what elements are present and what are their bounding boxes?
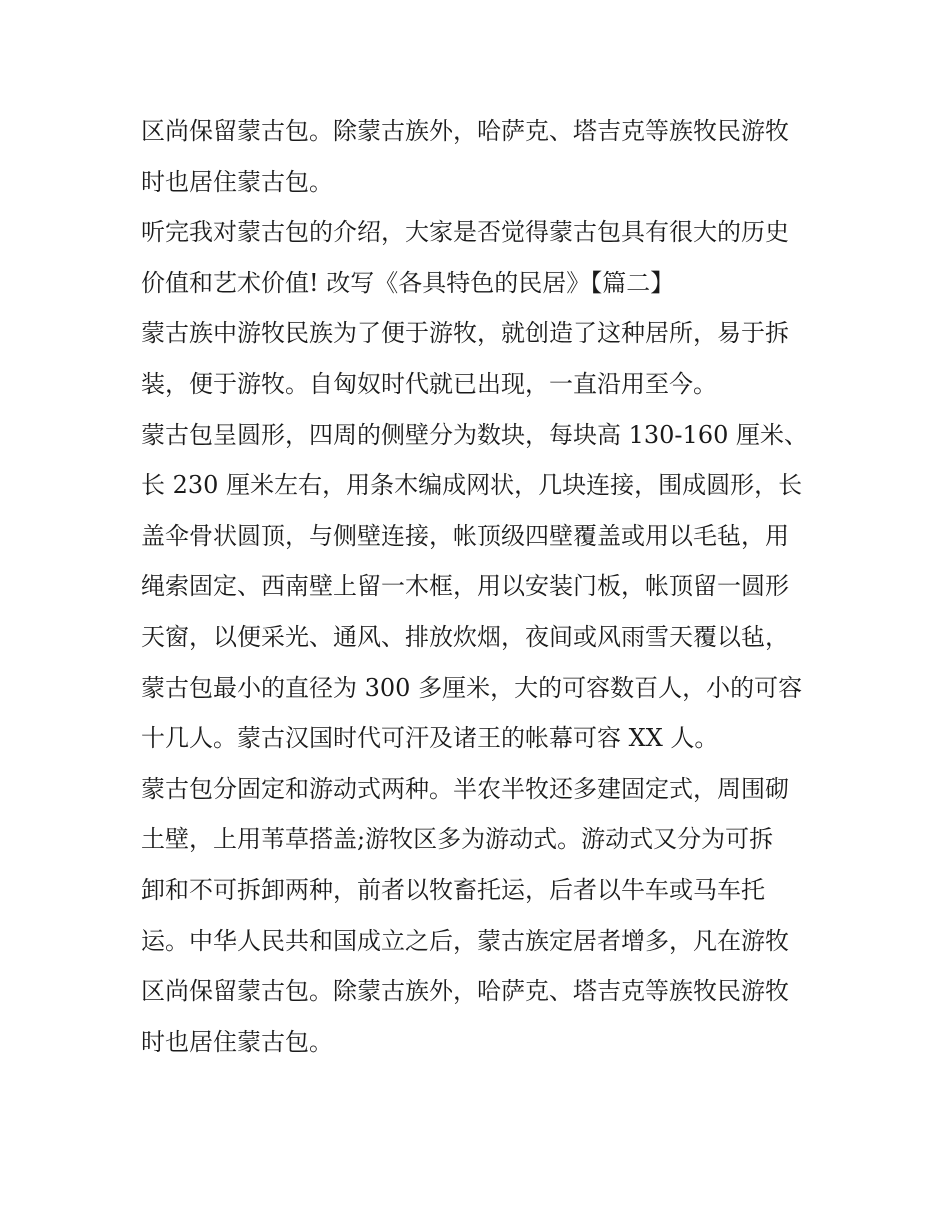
text-line: 时也居住蒙古包。 [141,1027,333,1056]
text-line: 长 230 厘米左右，用条木编成网状，几块连接，围成圆形，长 [141,471,803,500]
document-body [141,106,821,1067]
text-line: 装，便于游牧。自匈奴时代就已出现，一直沿用至今。 [141,369,717,398]
text-line: 卸和不可拆卸两种，前者以牧畜托运，后者以牛车或马车托 [141,875,765,904]
text-line: 天窗，以便采光、通风、排放炊烟，夜间或风雨雪天覆以毡， [141,622,789,651]
text-line: 区尚保留蒙古包。除蒙古族外，哈萨克、塔吉克等族牧民游牧 [141,977,789,1006]
text-line: 时也居住蒙古包。 [141,167,333,196]
text-line: 蒙古族中游牧民族为了便于游牧，就创造了这种居所，易于拆 [141,319,789,348]
text-line: 土壁，上用苇草搭盖;游牧区多为游动式。游动式又分为可拆 [141,825,774,854]
text-line: 盖伞骨状圆顶，与侧壁连接，帐顶级四壁覆盖或用以毛毡，用 [141,521,789,550]
text-line: 绳索固定、西南壁上留一木框，用以安装门板，帐顶留一圆形 [141,572,789,601]
text-line: 蒙古包分固定和游动式两种。半农半牧还多建固定式，周围砌 [141,774,789,803]
text-line: 区尚保留蒙古包。除蒙古族外，哈萨克、塔吉克等族牧民游牧 [141,117,789,145]
text-line: 价值和艺术价值! 改写《各具特色的民居》【篇二】 [141,268,675,297]
text-line: 听完我对蒙古包的介绍，大家是否觉得蒙古包具有很大的历史 [141,218,789,247]
text-line: 十几人。蒙古汉国时代可汗及诸王的帐幕可容 XX 人。 [141,724,719,753]
text-line: 蒙古包呈圆形，四周的侧壁分为数块，每块高 130-160 厘米、 [141,420,808,449]
text-line: 运。中华人民共和国成立之后，蒙古族定居者增多，凡在游牧 [141,926,789,955]
text-line: 蒙古包最小的直径为 300 多厘米，大的可容数百人，小的可容 [141,673,803,702]
